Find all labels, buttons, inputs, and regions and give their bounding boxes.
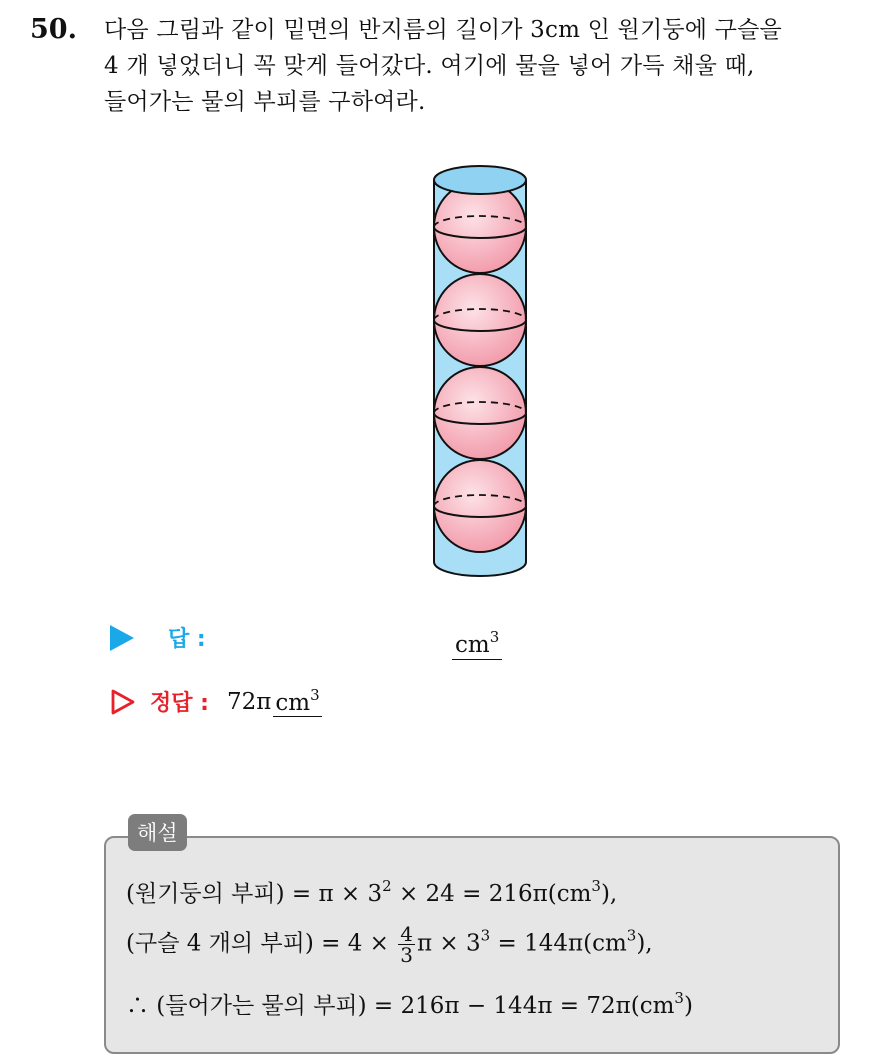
solution-line-3: ∴ (들어가는 물의 부피) = $216\pi - 144\pi = 72\pi(cm^3)$ xyxy=(126,989,693,1019)
solution-tag: 해설 xyxy=(128,814,187,851)
outline-triangle-icon xyxy=(110,688,136,716)
correct-unit: $cm^3$ xyxy=(275,686,320,716)
fraction: $\frac{4}{3}$ xyxy=(400,922,413,967)
correct-label: 정답 : xyxy=(150,691,209,716)
sphere xyxy=(434,274,526,366)
solution-line-2: (구슬 4 개의 부피) = 4 × $\frac{4}{3}$ $\pi \times 3^3 = 144\pi(cm^3)$, xyxy=(126,922,653,967)
answer-row xyxy=(110,622,206,653)
answer-input[interactable] xyxy=(452,624,502,660)
solution-line-1: (원기둥의 부피) = $\pi \times 3^2 \times 24 = 216\pi(cm^3)$, xyxy=(126,877,618,907)
cylinder-figure xyxy=(420,150,540,584)
question-line-2: 4 개 넣었더니 꼭 맞게 들어갔다. 여기에 물을 넣어 가득 채울 때, xyxy=(104,53,755,79)
correct-value: 72π xyxy=(226,688,272,715)
question-number: 50. xyxy=(30,14,77,45)
cylinder-spheres-illustration xyxy=(420,150,540,580)
correct-answer-row xyxy=(110,686,322,717)
answer-label: 답 : xyxy=(168,627,206,652)
sphere xyxy=(434,460,526,552)
question-text xyxy=(104,12,864,120)
sphere xyxy=(434,367,526,459)
question-line-1: 다음 그림과 같이 밑면의 반지름의 길이가 3cm 인 원기둥에 구슬을 xyxy=(104,17,782,43)
answer-unit: cm xyxy=(455,632,490,658)
answer-unit-exponent: 3 xyxy=(489,628,500,646)
question-line-3: 들어가는 물의 부피를 구하여라. xyxy=(104,89,426,115)
filled-triangle-icon xyxy=(110,625,134,651)
cylinder-top xyxy=(434,166,526,194)
